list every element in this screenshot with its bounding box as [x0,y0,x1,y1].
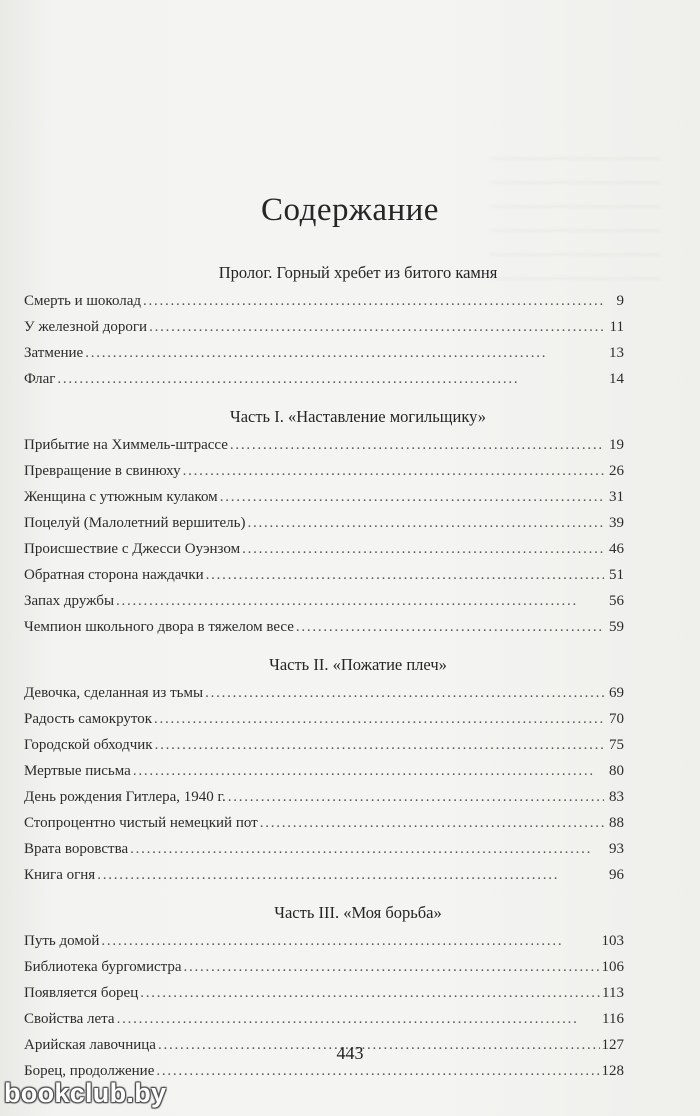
entry-page-number: 96 [609,867,624,883]
dot-leader [205,680,604,706]
toc-entry [24,836,624,862]
entry-title: Поцелуй (Малолетний вершитель) [24,515,246,531]
entry-page-number: 51 [609,567,624,583]
entry-page-number: 19 [609,437,624,453]
section-heading: Часть II. «Пожатие плеч» [269,655,447,674]
entry-title: Флаг [24,371,56,387]
entry-title: Смерть и шоколад [24,293,142,309]
toc-entry [24,458,624,484]
toc-entry [24,484,624,510]
toc-entry [24,340,624,366]
toc-section [24,406,624,640]
entry-title: Появляется борец [24,985,139,1001]
entry-title: Затмение [24,345,84,361]
toc-entry [24,614,624,640]
section-gap [24,392,624,406]
entry-page-number: 93 [609,841,624,857]
dot-leader [242,536,604,562]
entry-title: Чемпион школьного двора в тяжелом весе [24,619,294,635]
toc-section [24,654,624,888]
watermark-logo: bookclub.by [4,1078,167,1108]
entry-title: Врата воровства [24,841,129,857]
toc-entry [24,510,624,536]
entry-title: Девочка, сделанная из тьмы [24,685,204,701]
toc-entry [24,732,624,758]
dot-leader [117,1006,600,1032]
toc-entry [24,928,624,954]
entry-page-number: 70 [609,711,624,727]
toc-entry [24,810,624,836]
section-heading: Часть III. «Моя борьба» [274,903,442,922]
page-number: 443 [336,1043,364,1063]
entry-page-number: 46 [609,541,624,557]
entry-title: День рождения Гитлера, 1940 г. [24,789,226,805]
dot-leader [296,614,604,640]
entry-list [24,432,624,640]
toc-entry [24,954,624,980]
dot-leader [97,862,604,888]
toc-entry [24,758,624,784]
entry-page-number: 31 [609,489,624,505]
toc-entry [24,784,624,810]
dot-leader [149,314,604,340]
toc-entry [24,706,624,732]
entry-title: Библиотека бургомистра [24,959,182,975]
toc-entry [24,366,624,392]
entry-title: Обратная сторона наждачки [24,567,204,583]
dot-leader [184,954,600,980]
entry-page-number: 127 [601,1037,624,1053]
section-gap [24,640,624,654]
dot-leader [154,706,604,732]
toc-entry [24,562,624,588]
entry-title: Мертвые письма [24,763,131,779]
dot-leader [140,980,600,1006]
entry-page-number: 128 [601,1063,624,1079]
toc-entry [24,1006,624,1032]
entry-page-number: 106 [601,959,624,975]
toc-entry [24,588,624,614]
toc-entry [24,314,624,340]
entry-page-number: 80 [609,763,624,779]
entry-title: Борец, продолжение [24,1063,155,1079]
entry-page-number: 13 [609,345,624,361]
entry-title: Стопроцентно чистый немецкий пот [24,815,258,831]
entry-title: Женщина с утюжным кулаком [24,489,218,505]
entry-page-number: 56 [609,593,624,609]
toc-section [24,262,624,392]
dot-leader [183,458,604,484]
entry-title: Городской обходчик [24,737,153,753]
entry-page-number: 88 [609,815,624,831]
entry-title: Арийская лавочница [24,1037,156,1053]
entry-page-number: 26 [609,463,624,479]
page-title: Содержание [261,192,439,228]
dot-leader [133,758,604,784]
table-of-contents [24,262,624,1084]
toc-entry [24,680,624,706]
dot-leader [230,432,604,458]
entry-page-number: 59 [609,619,624,635]
dot-leader [143,288,604,314]
section-gap [24,888,624,902]
dot-leader [155,732,604,758]
dot-leader [101,928,599,954]
dot-leader [130,836,604,862]
dot-leader [260,810,604,836]
toc-entry [24,288,624,314]
dot-leader [116,588,604,614]
entry-title: Происшествие с Джесси Оуэнзом [24,541,241,557]
dot-leader [206,562,604,588]
entry-page-number: 69 [609,685,624,701]
entry-page-number: 9 [616,293,624,309]
entry-title: У железной дороги [24,319,148,335]
toc-entry [24,980,624,1006]
entry-page-number: 116 [602,1011,624,1027]
section-heading: Часть I. «Наставление могильщику» [229,407,487,426]
entry-page-number: 14 [609,371,624,387]
entry-title: Запах дружбы [24,593,115,609]
entry-title: Книга огня [24,867,96,883]
entry-page-number: 75 [609,737,624,753]
entry-title: Путь домой [24,933,100,949]
dot-leader [220,484,604,510]
dot-leader [85,340,604,366]
entry-list [24,288,624,392]
dot-leader [247,510,604,536]
entry-page-number: 113 [602,985,624,1001]
toc-entry [24,862,624,888]
entry-title: Превращение в свинюху [24,463,181,479]
section-heading: Пролог. Горный хребет из битого камня [218,263,498,282]
entry-page-number: 83 [609,789,624,805]
dot-leader [57,366,604,392]
entry-page-number: 103 [601,933,624,949]
entry-page-number: 39 [609,515,624,531]
entry-page-number: 11 [609,319,624,335]
entry-title: Прибытие на Химмель-штрассе [24,437,228,453]
dot-leader [228,784,604,810]
toc-entry [24,432,624,458]
entry-title: Свойства лета [24,1011,115,1027]
toc-entry [24,536,624,562]
entry-title: Радость самокруток [24,711,153,727]
entry-list [24,680,624,888]
